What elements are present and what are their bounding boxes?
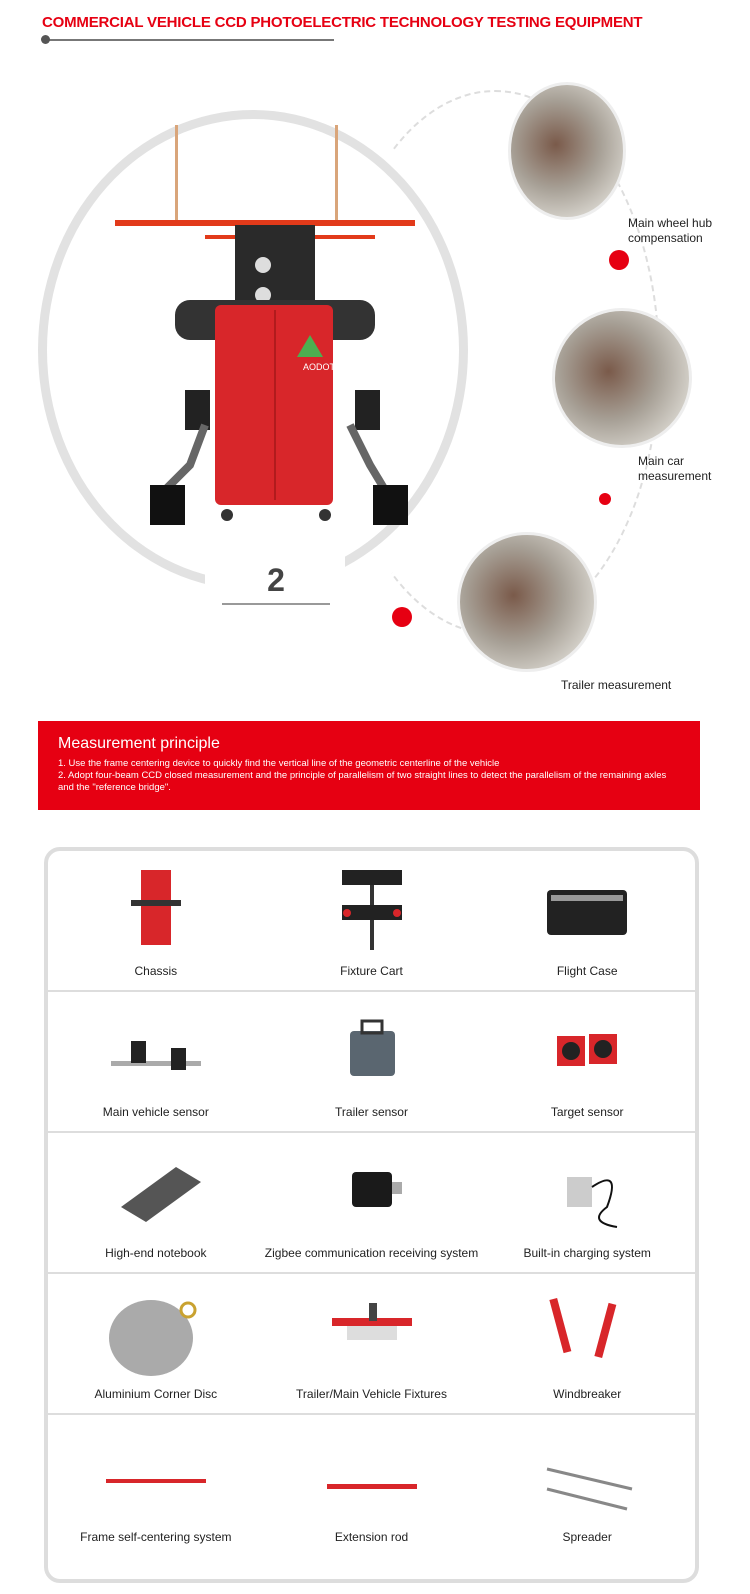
component-item [264,1133,480,1272]
page-title: COMMERCIAL VEHICLE CCD PHOTOELECTRIC TECHNOLOGY TESTING EQUIPMENT [42,14,643,31]
component-label: Zigbee communication receiving system [264,1246,479,1260]
components-row [48,1274,695,1415]
component-item [264,992,480,1131]
alignment-machine-image [115,125,415,535]
component-image [537,1147,637,1237]
callout-photo-wheel-hub [508,82,626,220]
title-underline [46,39,334,41]
component-image [106,1429,206,1519]
component-image [322,1006,422,1096]
component-item [479,1415,695,1556]
component-image [322,865,422,955]
component-image [322,1429,422,1519]
component-image [106,865,206,955]
component-item [479,1133,695,1272]
component-image [106,1288,206,1378]
component-label: Main vehicle sensor [102,1105,209,1119]
component-item [479,1274,695,1413]
component-image [537,1429,637,1519]
brand-logo: AODOTOP [303,362,348,372]
component-label: Chassis [134,964,178,978]
components-grid [44,847,699,1583]
number-underline [222,603,330,605]
component-item [479,992,695,1131]
component-label: Trailer sensor [335,1105,408,1119]
callout-photo-trailer [457,532,597,672]
callout-photo-main-car [552,308,692,448]
component-label: Target sensor [550,1105,624,1119]
component-item [264,1274,480,1413]
component-item [264,1415,480,1556]
callout-label: Main wheel hub compensation [628,216,713,245]
measurement-principle-panel [38,721,700,810]
component-label: Trailer/Main Vehicle Fixtures [296,1387,447,1401]
component-item [48,1415,264,1556]
component-image [537,1288,637,1378]
component-label: Windbreaker [553,1387,622,1401]
callout-dot [599,493,611,505]
components-row [48,851,695,992]
component-label: Fixture Cart [340,964,403,978]
component-label: Spreader [562,1530,612,1544]
component-label: Flight Case [556,964,618,978]
component-image [537,1006,637,1096]
component-image [106,1147,206,1237]
component-item [48,1274,264,1413]
section-number: 2 [267,562,285,598]
components-row [48,1415,695,1556]
component-label: Aluminium Corner Disc [94,1387,218,1401]
principle-item: 1. Use the frame centering device to quickly find the vertical line of the geometric centerline of the vehicle [58,758,500,769]
component-item [48,992,264,1131]
component-image [322,1288,422,1378]
component-label: Extension rod [334,1530,409,1544]
principle-heading: Measurement principle [58,735,220,752]
component-label: High-end notebook [105,1246,207,1260]
component-label: Built-in charging system [523,1246,651,1260]
component-item [48,851,264,990]
component-image [322,1147,422,1237]
components-row [48,1133,695,1274]
component-image [106,1006,206,1096]
component-label: Frame self-centering system [80,1530,232,1544]
principle-item: 2. Adopt four-beam CCD closed measurement and the principle of parallelism of two straight lines to detect the parallelism of the remaining axles and the "reference bridge". [58,770,667,793]
components-row [48,992,695,1133]
callout-label: Main car measurement [638,454,712,483]
component-item [479,851,695,990]
component-item [264,851,480,990]
callout-dot [392,607,412,627]
component-item [48,1133,264,1272]
title-dot [41,35,50,44]
component-image [537,865,637,955]
callout-label: Trailer measurement [561,678,672,692]
callout-dot [609,250,629,270]
